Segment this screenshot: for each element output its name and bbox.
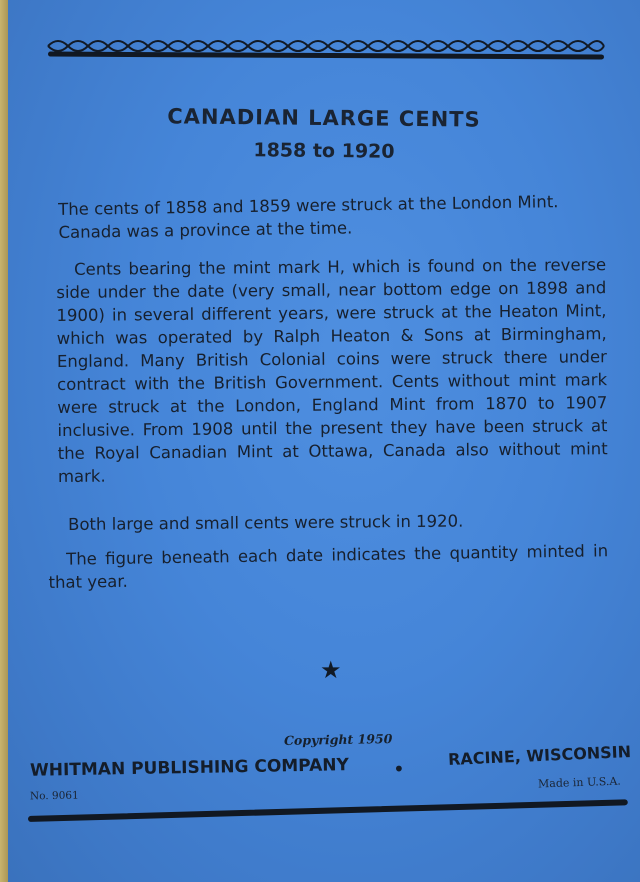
separator-dot: • — [393, 757, 405, 781]
publisher-city: RACINE, WISCONSIN — [447, 742, 632, 769]
book-page — [8, 0, 640, 882]
publisher-name: WHITMAN PUBLISHING COMPANY — [29, 755, 349, 781]
paragraph-london-mint: The cents of 1858 and 1859 were struck at the London Mint. Canada was a province at the time. — [58, 192, 559, 242]
page-subtitle-years: 1858 to 1920 — [253, 139, 395, 163]
paragraph-mint-marks: Cents bearing the mint mark H, which is found on the reverse side under the date (very small, near bottom edge on 1898 and 1900) in several different years, were struck at the Heaton Mint, which was operated by Ralph Heaton & Sons at Birmingham, England. Many British Colonial coins were struck there under contract with the British Government. Cents without mint mark were struck at the London, England Mint from 1870 to 1907 inclusive. From 1908 until the present they have been struck at the Royal Canadian Mint at Ottawa, Canada also without mint mark. — [56, 255, 608, 486]
paragraph-quantity-note: The figure beneath each date indicates the quantity minted in that year. — [48, 541, 609, 592]
page-title: CANADIAN LARGE CENTS — [167, 104, 481, 132]
copyright-notice: Copyright 1950 — [283, 731, 393, 748]
bottom-rule — [28, 799, 628, 822]
catalog-number: No. 9061 — [29, 789, 79, 803]
star-icon: ★ — [320, 656, 342, 684]
made-in-label: Made in U.S.A. — [537, 774, 622, 791]
paragraph-1920-cents: Both large and small cents were struck in 1920. — [68, 511, 464, 534]
